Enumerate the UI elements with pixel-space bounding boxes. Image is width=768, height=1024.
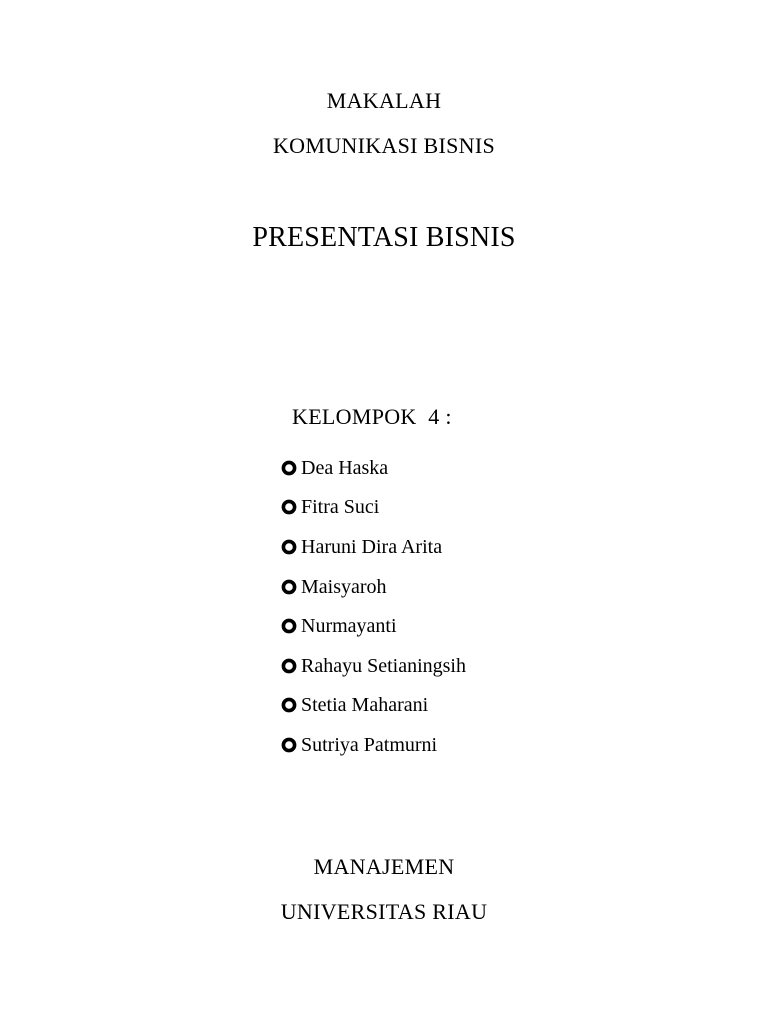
- list-item: [281, 527, 466, 567]
- course-name: KOMUNIKASI BISNIS: [272, 133, 496, 158]
- member-name: Sutriya Patmurni: [301, 733, 438, 756]
- ring-bullet-icon: [281, 499, 297, 515]
- list-item: [281, 646, 466, 686]
- university-name: UNIVERSITAS RIAU: [280, 899, 488, 924]
- member-name: Haruni Dira Arita: [301, 535, 443, 558]
- list-item: [281, 686, 466, 726]
- list-item: [281, 567, 466, 607]
- ring-bullet-icon: [281, 539, 297, 555]
- member-name: Rahayu Setianingsih: [301, 654, 466, 677]
- ring-bullet-icon: [281, 737, 297, 753]
- list-item: [281, 606, 466, 646]
- list-item: [281, 448, 466, 488]
- member-name: Stetia Maharani: [301, 694, 429, 717]
- ring-bullet-icon: [281, 658, 297, 674]
- list-item: [281, 725, 466, 765]
- ring-bullet-icon: [281, 618, 297, 634]
- document-title: PRESENTASI BISNIS: [252, 222, 516, 253]
- member-name: Nurmayanti: [301, 615, 397, 638]
- ring-bullet-icon: [281, 697, 297, 713]
- list-item: [281, 488, 466, 528]
- member-list: [281, 448, 466, 765]
- ring-bullet-icon: [281, 579, 297, 595]
- document-type: MAKALAH: [326, 88, 442, 113]
- ring-bullet-icon: [281, 460, 297, 476]
- department-name: MANAJEMEN: [313, 854, 455, 879]
- member-name: Fitra Suci: [301, 496, 380, 519]
- member-name: Dea Haska: [301, 456, 389, 479]
- group-heading: KELOMPOK 4 :: [292, 404, 452, 429]
- member-name: Maisyaroh: [301, 575, 387, 598]
